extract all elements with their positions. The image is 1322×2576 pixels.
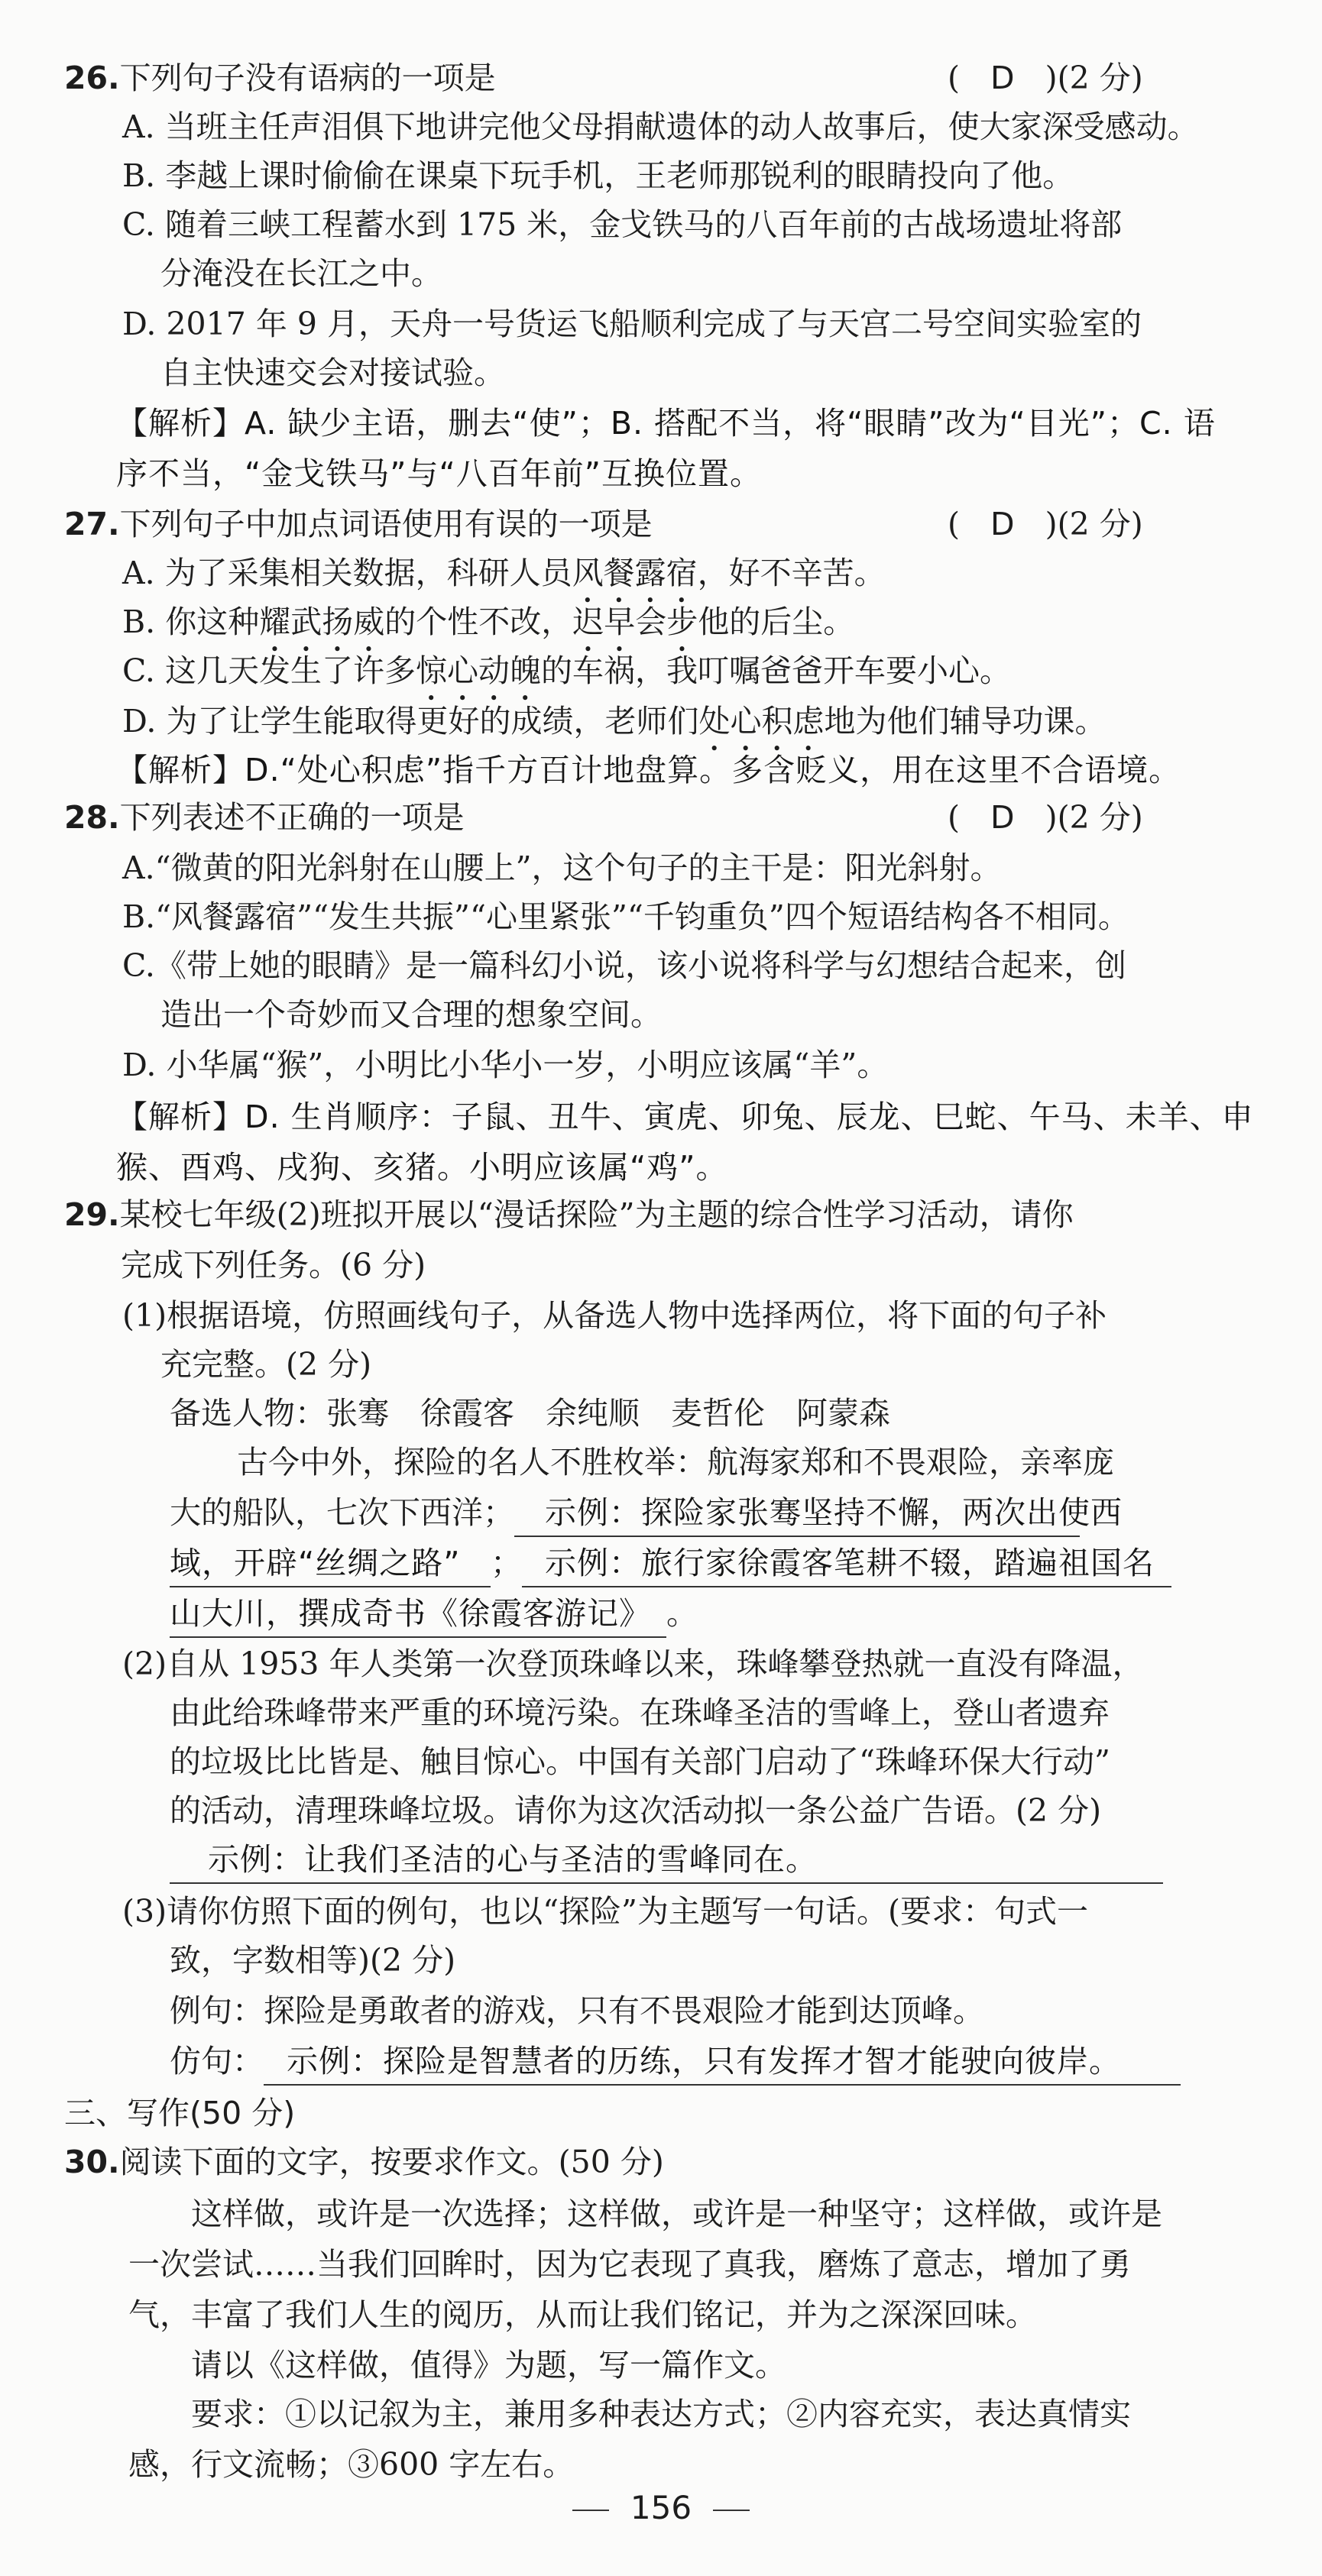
q27-b-mid: 的个性不改，: [384, 604, 573, 640]
q26-number: 26.: [64, 60, 120, 96]
q29-part1-line2: 充完整。(2 分): [160, 1346, 372, 1383]
q30-text-line3: 气，丰富了我们人生的阅历，从而让我们铭记，并为之深深回味。: [128, 2296, 1037, 2333]
q27-c-pre: C. 这几天发生了许多: [122, 652, 416, 689]
q29-stem-line2: 完成下列任务。(6 分): [121, 1247, 426, 1283]
q26-option-a-text: A. 当班主任声泪俱下地讲完他父母捐献遗体的动人故事后，使大家深受感动。: [122, 108, 1199, 145]
q27-d-dotted: 处心积虑: [698, 703, 825, 739]
q26-points: (2 分): [1057, 60, 1143, 96]
q27-a-dotted: 风餐露宿: [572, 555, 698, 591]
q29-context-line1: 古今中外，探险的名人不胜枚举：航海家郑和不畏艰险，亲率庞: [237, 1444, 1114, 1481]
q28-answer-letter: D: [990, 799, 1015, 836]
q30-text-line1: 这样做，或许是一次选择；这样做，或许是一种坚守；这样做，或许是: [191, 2196, 1162, 2232]
q28-option-b: B.“风餐露宿”“发生共振”“心里紧张”“千钧重负”四个短语结构各不相同。: [122, 898, 1129, 935]
q29-part2-line1: (2)自从 1953 年人类第一次登顶珠峰以来，珠峰攀登热就一直没有降温，: [122, 1646, 1144, 1682]
q29-fill-line3: 山大川，撰成奇书《徐霞客游记》 。: [170, 1591, 698, 1636]
q27-b-mid2: 会: [635, 604, 667, 640]
q30-requirements-line1: 要求：①以记叙为主，兼用多种表达方式；②内容充实，表达真情实: [191, 2396, 1131, 2432]
q27-b-dotted3: 步: [666, 604, 698, 640]
q29-fill2-line1: 示例：旅行家徐霞客笔耕不辍，踏遍祖国名: [522, 1540, 1171, 1587]
q29-part2-line2: 由此给珠峰带来严重的环境污染。在珠峰圣洁的雪峰上，登山者遗弃: [170, 1694, 1110, 1731]
q27-d-post: 地为他们辅导功课。: [824, 703, 1107, 739]
q30-requirements-line2: 感，行文流畅；③600 字左右。: [128, 2446, 575, 2483]
page-footer: [0, 2489, 1322, 2526]
q29-part2-line4: 的活动，清理珠峰垃圾。请你为这次活动拟一条公益广告语。(2 分): [170, 1792, 1102, 1829]
q26-stem-text: 下列句子没有语病的一项是: [119, 60, 496, 96]
q27-a-pre: A. 为了采集相关数据，科研人员: [122, 555, 572, 591]
q29-fill-line2: 域，开辟“丝绸之路” ； 示例：旅行家徐霞客笔耕不辍，踏遍祖国名: [170, 1540, 1171, 1586]
q27-answer: ( D )(2 分): [948, 501, 1143, 547]
page-number: 156: [630, 2489, 692, 2526]
q29-part3-line1: (3)请你仿照下面的例句，也以“探险”为主题写一句话。(要求：句式一: [122, 1893, 1088, 1930]
q29-fill1-line2: 域，开辟“丝绸之路”: [170, 1540, 491, 1587]
q27-option-a: [122, 550, 886, 596]
q29-stem-text: 某校七年级(2)班拟开展以“漫话探险”为主题的综合性学习活动，请你: [119, 1196, 1074, 1233]
section-writing-title: 三、写作(50 分): [64, 2095, 296, 2131]
q27-b-pre: B. 你这种: [122, 604, 260, 640]
q29-part3-label: 仿句：: [170, 2043, 264, 2079]
q29-fill2-line2: 山大川，撰成奇书《徐霞客游记》: [170, 1591, 666, 1638]
q29-context-line2: [170, 1490, 1123, 1536]
q29-part3-answer-line: [170, 2038, 1181, 2084]
q28-points: (2 分): [1057, 799, 1143, 836]
q26-stem: [64, 55, 496, 101]
q29-part3-example: 例句：探险是勇敢者的游戏，只有不畏艰险才能到达顶峰。: [170, 1992, 984, 2029]
q26-option-c-line2: 分淹没在长江之中。: [160, 255, 442, 292]
q27-c-dotted: 惊心动魄: [415, 652, 541, 689]
q29-part3-answer: 示例：探险是智慧者的历练，只有发挥才智才能驶向彼岸。: [264, 2038, 1181, 2086]
q26-option-b: B. 李越上课时偷偷在课桌下玩手机，王老师那锐利的眼睛投向了他。: [122, 157, 1074, 194]
q26-explanation-line1: 【解析】A. 缺少主语，删去“使”；B. 搭配不当，将“眼睛”改为“目光”；C. 语: [116, 405, 1216, 442]
q28-explanation-line1: 【解析】D. 生肖顺序：子鼠、丑牛、寅虎、卯兔、辰龙、巳蛇、午马、未羊、申: [116, 1099, 1254, 1135]
q27-option-b: [122, 599, 854, 645]
q27-c-post: 的车祸，我叮嘱爸爸开车要小心。: [540, 652, 1011, 689]
q30-prompt: 请以《这样做，值得》为题，写一篇作文。: [191, 2347, 786, 2383]
q27-option-c: [122, 648, 1011, 694]
q26-option-d-line1: D. 2017 年 9 月，天舟一号货运飞船顺利完成了与天宫二号空间实验室的: [122, 306, 1142, 342]
q29-part3-line2: 致，字数相等)(2 分): [170, 1942, 456, 1979]
q29-part1-line1: (1)根据语境，仿照画线句子，从备选人物中选择两位，将下面的句子补: [122, 1297, 1107, 1334]
q30-text-line2: 一次尝试……当我们回眸时，因为它表现了真我，磨炼了意志，增加了勇: [128, 2246, 1131, 2283]
q27-stem: [64, 501, 653, 547]
q29-context-line2-text: 大的船队，七次下西洋；: [170, 1494, 514, 1531]
q28-option-d: D. 小华属“猴”，小明比小华小一岁，小明应该属“羊”。: [122, 1047, 889, 1083]
q30-stem-text: 阅读下面的文字，按要求作文。(50 分): [119, 2144, 664, 2180]
q29-stem-line1: [64, 1192, 1074, 1238]
q26-explanation-line2: 序不当，“金戈铁马”与“八百年前”互换位置。: [116, 455, 762, 492]
q27-d-pre: D. 为了让学生能取得更好的成绩，老师们: [122, 703, 699, 739]
q29-number: 29.: [64, 1196, 120, 1233]
footer-dash-left: [572, 2510, 609, 2511]
q26-option-a: [122, 104, 1199, 150]
q26-answer-letter: D: [990, 60, 1015, 96]
footer-dash-right: [713, 2510, 750, 2511]
q28-option-c-line2: 造出一个奇妙而又合理的想象空间。: [160, 996, 662, 1033]
q27-stem-text: 下列句子中加点词语使用有误的一项是: [119, 506, 653, 542]
q28-explanation-line2: 猴、酉鸡、戌狗、亥猪。小明应该属“鸡”。: [116, 1149, 728, 1186]
q27-number: 27.: [64, 506, 120, 542]
q28-option-a: A.“微黄的阳光斜射在山腰上”，这个句子的主干是：阳光斜射。: [122, 849, 1002, 886]
q30-stem: [64, 2139, 664, 2185]
q27-answer-letter: D: [990, 506, 1015, 542]
q28-stem: [64, 794, 465, 840]
q29-candidates: 备选人物：张骞 徐霞客 余纯顺 麦哲伦 阿蒙森: [170, 1395, 890, 1432]
q29-part2-answer-line: [170, 1837, 1163, 1882]
q27-b-dotted1: 耀武扬威: [259, 604, 385, 640]
q27-option-d: [122, 698, 1106, 744]
q29-fill1-line1: 示例：探险家张骞坚持不懈，两次出使西: [514, 1490, 1080, 1537]
q27-b-post: 他的后尘。: [698, 604, 855, 640]
q28-option-c-line1: C.《带上她的眼睛》是一篇科幻小说，该小说将科学与幻想结合起来，创: [122, 947, 1126, 984]
q28-stem-text: 下列表述不正确的一项是: [119, 799, 465, 836]
q30-number: 30.: [64, 2144, 120, 2180]
q27-explanation: 【解析】D.“处心积虑”指千方百计地盘算。多含贬义，用在这里不合语境。: [116, 752, 1181, 788]
q29-part2-line3: 的垃圾比比皆是、触目惊心。中国有关部门启动了“珠峰环保大行动”: [170, 1743, 1110, 1780]
q26-answer: ( D )(2 分): [948, 55, 1143, 101]
q28-answer: ( D )(2 分): [948, 794, 1143, 840]
q27-a-post: ，好不辛苦。: [697, 555, 886, 591]
q29-part2-answer: 示例：让我们圣洁的心与圣洁的雪峰同在。: [170, 1837, 1163, 1884]
q27-b-dotted2: 迟早: [572, 604, 636, 640]
q26-option-c-line1: C. 随着三峡工程蓄水到 175 米，金戈铁马的八百年前的古战场遗址将部: [122, 206, 1123, 243]
q26-option-d-line2: 自主快速交会对接试验。: [160, 354, 505, 391]
q27-points: (2 分): [1057, 506, 1143, 542]
q28-number: 28.: [64, 799, 120, 836]
